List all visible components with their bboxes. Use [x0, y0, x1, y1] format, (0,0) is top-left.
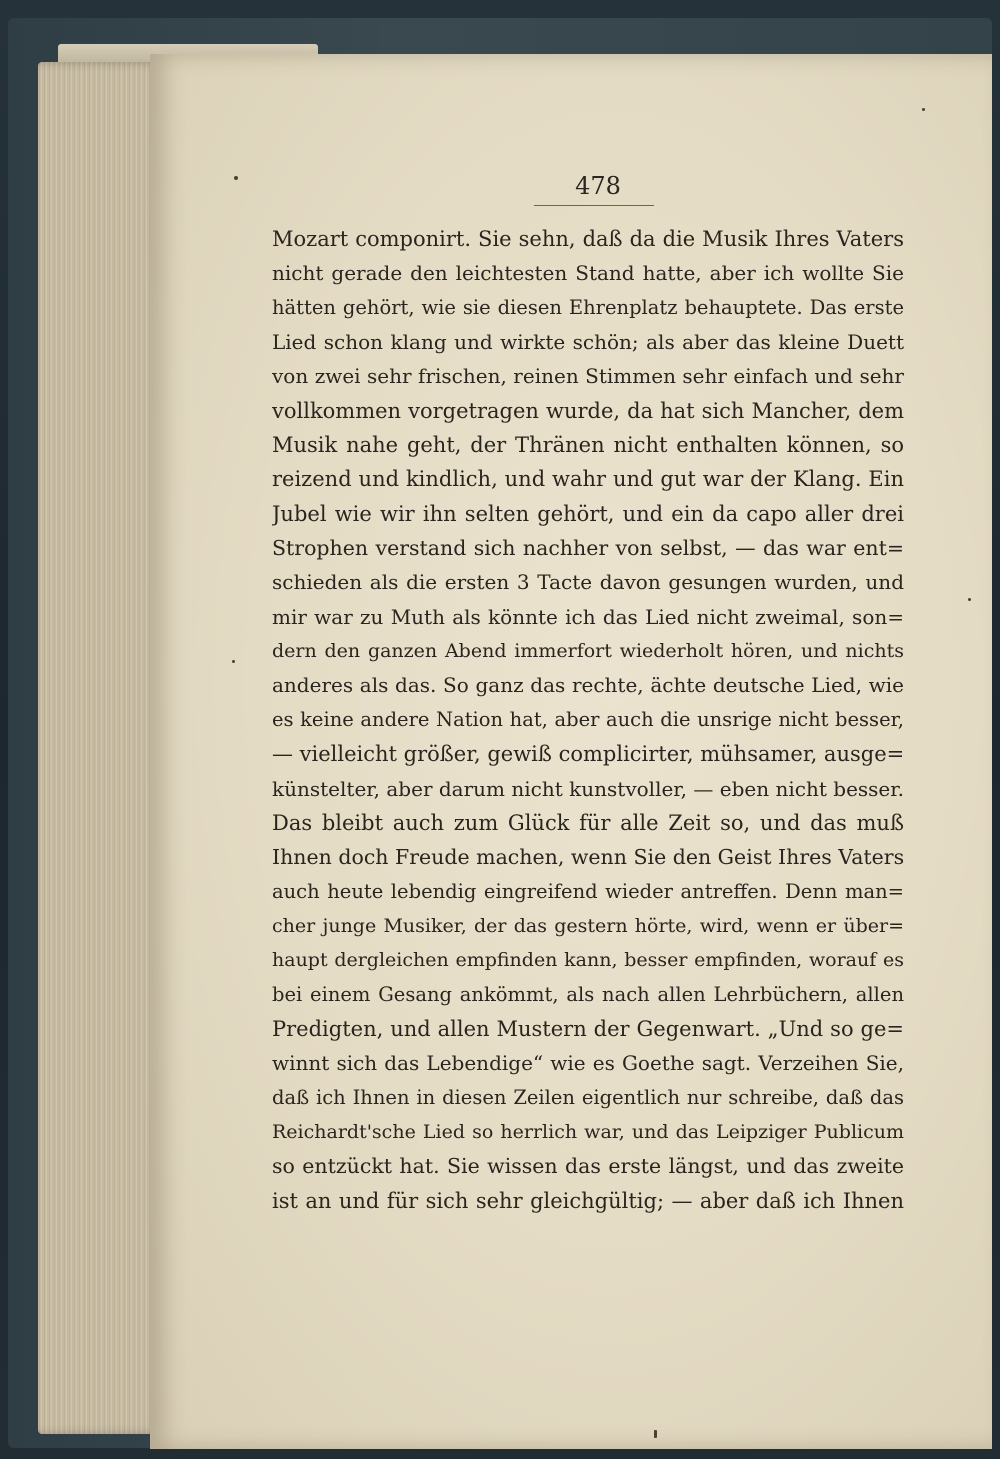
text-line: Predigten, und allen Mustern der Gegenwart. „Und so ge= — [272, 1016, 904, 1041]
text-line: Reichardt'sche Lied so herrlich war, und das Leipziger Publicum — [272, 1120, 904, 1143]
paper-speck — [654, 1430, 657, 1438]
text-line: Lied schon klang und wirkte schön; als aber das kleine Duett — [272, 330, 904, 355]
text-line: von zwei sehr frischen, reinen Stimmen sehr einfach und sehr — [272, 364, 904, 389]
text-line: cher junge Musiker, der das gestern hörte, wird, wenn er über= — [272, 914, 904, 937]
page-number-rule — [534, 205, 654, 206]
text-line: schieden als die ersten 3 Tacte davon gesungen wurden, und — [272, 570, 904, 595]
text-line: haupt dergleichen empfinden kann, besser empfinden, worauf es — [272, 949, 904, 972]
text-line: anderes als das. So ganz das rechte, ächte deutsche Lied, wie — [272, 673, 904, 698]
text-line: auch heute lebendig eingreifend wieder antreffen. Denn man= — [272, 879, 904, 903]
text-line: so entzückt hat. Sie wissen das erste längst, und das zweite — [272, 1154, 904, 1179]
text-line: — vielleicht größer, gewiß complicirter, mühsamer, ausge= — [272, 742, 904, 767]
text-line: nicht gerade den leichtesten Stand hatte, aber ich wollte Sie — [272, 261, 904, 286]
text-line: daß ich Ihnen in diesen Zeilen eigentlich nur schreibe, daß das — [272, 1085, 904, 1109]
text-line: es keine andere Nation hat, aber auch die unsrige nicht besser, — [272, 707, 904, 731]
text-line: mir war zu Muth als könnte ich das Lied nicht zweimal, son= — [272, 604, 904, 629]
text-line: Jubel wie wir ihn selten gehört, und ein da capo aller drei — [272, 501, 904, 526]
body-text — [272, 222, 904, 1218]
text-line: reizend und kindlich, und wahr und gut war der Klang. Ein — [272, 467, 904, 492]
paper-speck — [232, 660, 235, 663]
text-line: hätten gehört, wie sie diesen Ehrenplatz behauptete. Das erste — [272, 295, 904, 319]
text-line: bei einem Gesang ankömmt, als nach allen Lehrbüchern, allen — [272, 982, 904, 1006]
text-line: winnt sich das Lebendige“ wie es Goethe sagt. Verzeihen Sie, — [272, 1051, 904, 1076]
text-line: Das bleibt auch zum Glück für alle Zeit so, und das muß — [272, 810, 904, 835]
text-line: Ihnen doch Freude machen, wenn Sie den Geist Ihres Vaters — [272, 845, 904, 870]
text-line: ist an und für sich sehr gleichgültig; — aber daß ich Ihnen — [272, 1188, 904, 1213]
paper-speck — [922, 108, 925, 111]
text-line: künstelter, aber darum nicht kunstvoller, — eben nicht besser. — [272, 776, 904, 801]
page-edges — [38, 62, 164, 1434]
text-line: Mozart componirt. Sie sehn, daß da die Musik Ihres Vaters — [272, 227, 904, 251]
text-line: vollkommen vorgetragen wurde, da hat sich Mancher, dem — [272, 398, 904, 423]
text-line: Musik nahe geht, der Thränen nicht enthalten können, so — [272, 433, 904, 458]
text-line: dern den ganzen Abend immerfort wiederholt hören, und nichts — [272, 640, 904, 663]
paper-speck — [968, 598, 971, 601]
paper-speck — [234, 176, 238, 180]
text-line: Strophen verstand sich nachher von selbst, — das war ent= — [272, 536, 904, 561]
page-number: 478 — [575, 172, 621, 200]
